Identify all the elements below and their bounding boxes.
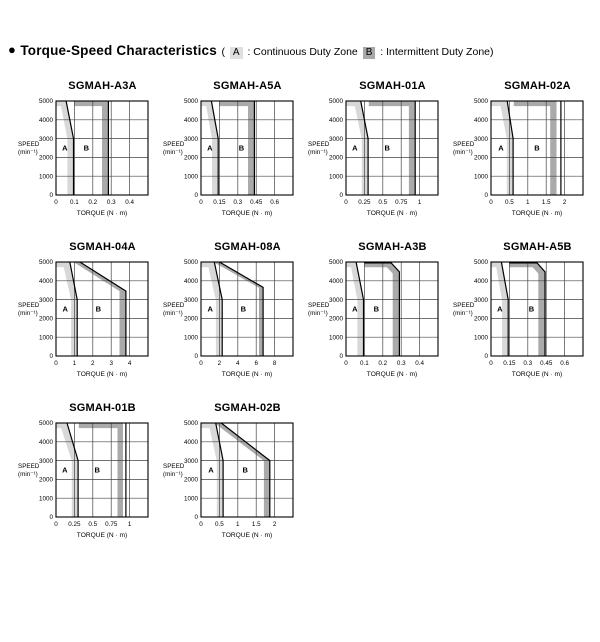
zone-a-label: A — [352, 304, 358, 314]
zone-b-label: B — [95, 304, 102, 314]
speed-axis-unit: (min⁻¹) — [163, 471, 183, 479]
speed-axis-unit: (min⁻¹) — [308, 310, 328, 318]
y-tick-label: 0 — [339, 192, 343, 200]
x-tick-label: 1 — [236, 521, 240, 528]
y-tick-label: 0 — [339, 353, 343, 361]
bullet-icon: ● — [8, 42, 16, 57]
y-tick-label: 5000 — [183, 98, 198, 106]
y-tick-label: 1000 — [473, 334, 488, 342]
torque-speed-plot — [451, 93, 596, 219]
torque-speed-plot — [16, 415, 161, 541]
chart-block-sgmah-01a — [306, 80, 451, 219]
speed-axis-label: SPEED — [308, 302, 330, 310]
torque-axis-label: TORQUE (N · m) — [511, 210, 563, 217]
speed-axis-label: SPEED — [453, 141, 475, 149]
y-tick-label: 3000 — [183, 135, 198, 143]
y-tick-label: 1000 — [473, 173, 488, 181]
x-tick-label: 0.15 — [503, 360, 516, 367]
torque-speed-plot — [161, 93, 306, 219]
speed-axis-unit: (min⁻¹) — [308, 149, 328, 157]
x-tick-label: 2 — [91, 360, 95, 367]
zone-b-boundary-line — [80, 262, 126, 356]
torque-speed-plot — [161, 415, 306, 541]
x-tick-label: 0.3 — [396, 360, 406, 367]
y-tick-label: 5000 — [473, 98, 488, 106]
y-tick-label: 0 — [484, 353, 488, 361]
speed-axis-label: SPEED — [163, 302, 185, 310]
x-tick-label: 0 — [489, 360, 493, 367]
y-tick-label: 4000 — [473, 117, 488, 124]
x-tick-label: 0 — [199, 360, 203, 367]
zone-b-band — [219, 101, 254, 195]
chart-block-sgmah-a5b — [451, 241, 596, 380]
x-tick-label: 0 — [54, 199, 58, 206]
y-tick-label: 0 — [194, 353, 198, 361]
chart-block-sgmah-a5a — [161, 80, 306, 219]
x-tick-label: 0.75 — [105, 521, 118, 528]
speed-axis-unit: (min⁻¹) — [453, 149, 473, 157]
chart-block-sgmah-02a — [451, 80, 596, 219]
chart-title: SGMAH-01B — [69, 402, 136, 414]
x-tick-label: 0.4 — [415, 360, 424, 367]
y-tick-label: 2000 — [183, 315, 198, 323]
zone-b-label: B — [83, 143, 90, 153]
x-tick-label: 1.5 — [251, 521, 261, 528]
zone-b-label: B — [384, 143, 390, 153]
zone-a-label: A — [352, 143, 358, 153]
zone-b-label: B — [240, 304, 247, 314]
zone-a-label: A — [62, 304, 68, 314]
legend-zone-b-label: : Intermittent Duty Zone) — [380, 46, 494, 58]
speed-axis-unit: (min⁻¹) — [453, 310, 473, 318]
x-tick-label: 1 — [72, 360, 77, 367]
chart-title: SGMAH-A3A — [68, 80, 137, 92]
x-tick-label: 0.45 — [250, 199, 263, 206]
y-tick-label: 2000 — [473, 154, 488, 162]
x-tick-label: 1 — [417, 199, 422, 206]
torque-axis-label: TORQUE (N · m) — [366, 210, 418, 217]
zone-b-label: B — [373, 304, 380, 314]
x-tick-label: 2 — [217, 360, 222, 367]
x-tick-label: 3 — [109, 360, 113, 367]
y-tick-label: 3000 — [38, 296, 53, 304]
y-tick-label: 4000 — [328, 117, 343, 124]
y-tick-label: 5000 — [328, 98, 343, 106]
legend-open: ( — [221, 46, 225, 58]
torque-speed-plot — [16, 254, 161, 380]
y-tick-label: 1000 — [38, 334, 53, 342]
x-tick-label: 1 — [127, 521, 132, 528]
zone-b-label: B — [534, 143, 540, 153]
speed-axis-label: SPEED — [163, 141, 185, 149]
torque-speed-plot — [161, 254, 306, 380]
x-tick-label: 0.3 — [523, 360, 533, 367]
x-tick-label: 0.5 — [505, 199, 514, 206]
chart-block-sgmah-08a — [161, 241, 306, 380]
y-tick-label: 4000 — [473, 278, 488, 285]
y-tick-label: 2000 — [473, 315, 488, 323]
torque-axis-label: TORQUE (N · m) — [221, 210, 273, 217]
chart-block-sgmah-04a — [16, 241, 161, 380]
y-tick-label: 0 — [194, 514, 198, 522]
chart-title: SGMAH-A5B — [503, 241, 572, 253]
chart-title: SGMAH-08A — [214, 241, 281, 253]
page-header — [8, 42, 600, 60]
y-tick-label: 1000 — [183, 495, 198, 503]
x-tick-label: 0.5 — [88, 521, 98, 528]
torque-speed-plot — [306, 93, 451, 219]
speed-axis-unit: (min⁻¹) — [18, 310, 38, 318]
x-tick-label: 0 — [54, 521, 58, 528]
zone-b-band — [74, 101, 108, 195]
x-tick-label: 0.6 — [560, 360, 569, 367]
x-tick-label: 0.6 — [270, 199, 279, 206]
duty-zone-legend — [221, 46, 493, 58]
x-tick-label: 0.45 — [540, 360, 553, 367]
y-tick-label: 4000 — [183, 278, 198, 285]
zone-a-label: A — [497, 304, 503, 314]
y-tick-label: 2000 — [183, 154, 198, 162]
speed-axis-label: SPEED — [308, 141, 330, 149]
x-tick-label: 0 — [489, 199, 493, 206]
zone-a-label: A — [207, 143, 213, 153]
y-tick-label: 4000 — [38, 439, 53, 446]
speed-axis-label: SPEED — [18, 463, 40, 471]
y-tick-label: 2000 — [38, 476, 53, 484]
torque-axis-label: TORQUE (N · m) — [76, 210, 128, 217]
y-tick-label: 1000 — [328, 334, 343, 342]
legend-zone-a-key: A — [230, 47, 243, 59]
zone-b-label: B — [238, 143, 245, 153]
torque-speed-plot — [16, 93, 161, 219]
x-tick-label: 0.1 — [360, 360, 369, 367]
y-tick-label: 5000 — [38, 420, 53, 428]
x-tick-label: 4 — [236, 360, 240, 367]
y-tick-label: 5000 — [38, 98, 53, 106]
y-tick-label: 5000 — [183, 420, 198, 428]
y-tick-label: 0 — [194, 192, 198, 200]
torque-axis-label: TORQUE (N · m) — [221, 532, 273, 539]
zone-b-label: B — [94, 465, 100, 475]
torque-speed-plot — [451, 254, 596, 380]
y-tick-label: 4000 — [328, 278, 343, 285]
x-tick-label: 0.2 — [378, 360, 388, 367]
y-tick-label: 4000 — [38, 278, 53, 285]
speed-axis-label: SPEED — [453, 302, 475, 310]
y-tick-label: 4000 — [183, 439, 198, 446]
x-tick-label: 0.2 — [88, 199, 98, 206]
y-tick-label: 1000 — [328, 173, 343, 181]
zone-b-band — [79, 423, 123, 517]
y-tick-label: 5000 — [328, 259, 343, 267]
chart-title: SGMAH-02B — [214, 402, 281, 414]
y-tick-label: 4000 — [183, 117, 198, 124]
speed-axis-label: SPEED — [163, 463, 185, 471]
y-tick-label: 3000 — [38, 457, 53, 465]
torque-axis-label: TORQUE (N · m) — [511, 371, 563, 378]
x-tick-label: 0.4 — [125, 199, 134, 206]
x-tick-label: 1 — [526, 199, 530, 206]
y-tick-label: 2000 — [328, 154, 343, 162]
zone-b-label: B — [242, 465, 248, 475]
speed-axis-unit: (min⁻¹) — [163, 149, 183, 157]
chart-title: SGMAH-02A — [504, 80, 571, 92]
chart-title: SGMAH-01A — [359, 80, 426, 92]
x-tick-label: 0.25 — [68, 521, 81, 528]
y-tick-label: 2000 — [328, 315, 343, 323]
y-tick-label: 0 — [484, 192, 488, 200]
legend-zone-a-label: : Continuous Duty Zone — [247, 46, 358, 58]
zone-b-band — [509, 263, 545, 356]
y-tick-label: 3000 — [38, 135, 53, 143]
legend-zone-b-key: B — [363, 47, 376, 59]
x-tick-label: 0 — [54, 360, 58, 367]
y-tick-label: 5000 — [473, 259, 488, 267]
zone-b-band — [364, 263, 399, 356]
x-tick-label: 1.5 — [541, 199, 551, 206]
zone-a-label: A — [62, 143, 68, 153]
x-tick-label: 8 — [272, 360, 277, 367]
zone-a-label: A — [208, 465, 214, 475]
y-tick-label: 1000 — [38, 495, 53, 503]
y-tick-label: 1000 — [183, 173, 198, 181]
y-tick-label: 1000 — [38, 173, 53, 181]
zone-a-label: A — [207, 304, 213, 314]
x-tick-label: 0.3 — [233, 199, 243, 206]
torque-axis-label: TORQUE (N · m) — [76, 371, 128, 378]
torque-speed-plot — [306, 254, 451, 380]
y-tick-label: 3000 — [473, 296, 488, 304]
torque-axis-label: TORQUE (N · m) — [221, 371, 273, 378]
zone-a-label: A — [62, 465, 68, 475]
x-tick-label: 2 — [272, 521, 277, 528]
y-tick-label: 3000 — [183, 457, 198, 465]
chart-block-sgmah-02b — [161, 402, 306, 541]
chart-block-sgmah-01b — [16, 402, 161, 541]
torque-axis-label: TORQUE (N · m) — [76, 532, 128, 539]
x-tick-label: 0.15 — [213, 199, 226, 206]
x-tick-label: 0.1 — [70, 199, 79, 206]
x-tick-label: 4 — [127, 360, 132, 367]
speed-axis-unit: (min⁻¹) — [18, 471, 38, 479]
y-tick-label: 5000 — [183, 259, 198, 267]
speed-axis-unit: (min⁻¹) — [163, 310, 183, 318]
speed-axis-label: SPEED — [18, 141, 40, 149]
y-tick-label: 1000 — [183, 334, 198, 342]
charts-grid — [16, 80, 598, 563]
y-tick-label: 2000 — [38, 154, 53, 162]
x-tick-label: 0 — [344, 199, 348, 206]
x-tick-label: 0.5 — [378, 199, 388, 206]
x-tick-label: 0 — [199, 521, 203, 528]
speed-axis-unit: (min⁻¹) — [18, 149, 38, 157]
y-tick-label: 3000 — [473, 135, 488, 143]
y-tick-label: 4000 — [38, 117, 53, 124]
chart-title: SGMAH-A5A — [213, 80, 282, 92]
chart-block-sgmah-a3a — [16, 80, 161, 219]
y-tick-label: 3000 — [328, 135, 343, 143]
x-tick-label: 0 — [199, 199, 203, 206]
x-tick-label: 0 — [344, 360, 348, 367]
chart-block-sgmah-a3b — [306, 241, 451, 380]
y-tick-label: 0 — [49, 192, 53, 200]
x-tick-label: 0.3 — [106, 199, 116, 206]
y-tick-label: 5000 — [38, 259, 53, 267]
x-tick-label: 2 — [562, 199, 567, 206]
y-tick-label: 3000 — [183, 296, 198, 304]
page-title: Torque-Speed Characteristics — [20, 43, 217, 58]
chart-title: SGMAH-04A — [69, 241, 136, 253]
x-tick-label: 0.5 — [215, 521, 224, 528]
y-tick-label: 0 — [49, 353, 53, 361]
zone-b-label: B — [528, 304, 535, 314]
x-tick-label: 0.25 — [358, 199, 371, 206]
y-tick-label: 2000 — [38, 315, 53, 323]
x-tick-label: 6 — [254, 360, 258, 367]
zone-b-band — [369, 101, 415, 195]
speed-axis-label: SPEED — [18, 302, 40, 310]
torque-axis-label: TORQUE (N · m) — [366, 371, 418, 378]
zone-a-label: A — [498, 143, 504, 153]
chart-title: SGMAH-A3B — [358, 241, 427, 253]
y-tick-label: 0 — [49, 514, 53, 522]
y-tick-label: 3000 — [328, 296, 343, 304]
x-tick-label: 0.75 — [395, 199, 408, 206]
y-tick-label: 2000 — [183, 476, 198, 484]
